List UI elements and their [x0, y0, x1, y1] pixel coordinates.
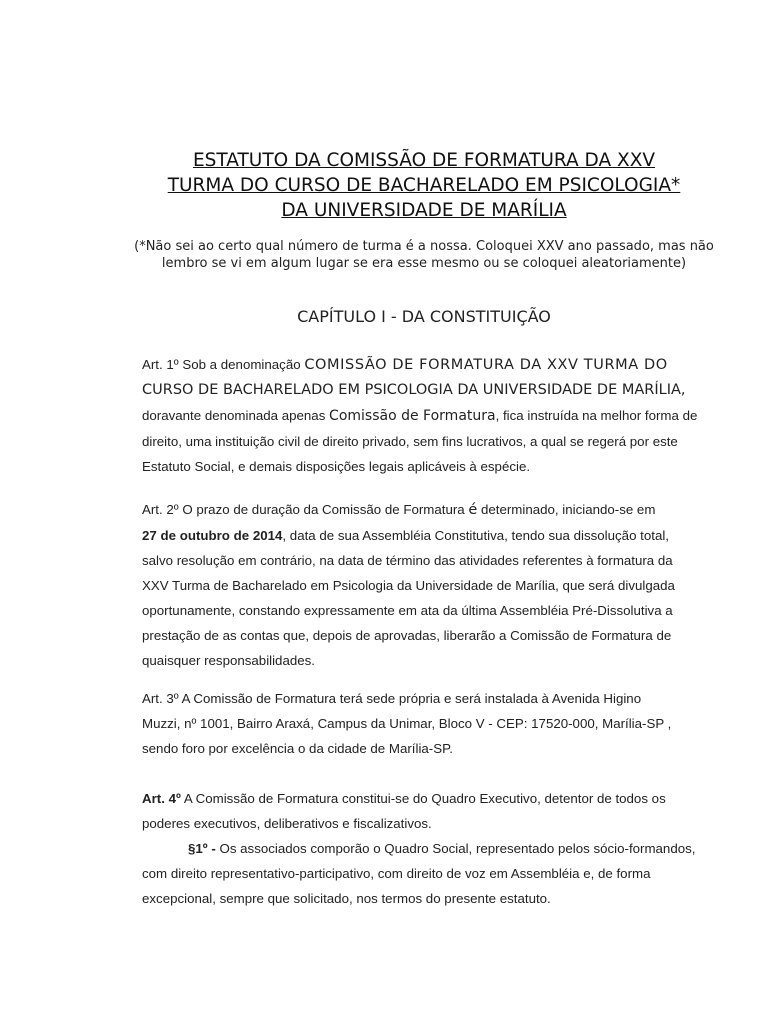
- paragraph-1-label: §1º -: [188, 841, 216, 856]
- article-1: Art. 1º Sob a denominação COMISSÃO DE FORMATURA DA XXV TURMA DO CURSO DE BACHARELADO EM PSICOLOGIA DA UNIVERSIDADE DE MARÍLIA, doravante denominada apenas Comissão de Formatura, fica instruída na melhor forma de direito, uma instituição civil de direito privado, sem fins lucrativos, a qual se regerá por este Estatuto Social, e demais disposições legais aplicáveis à espécie.: [142, 352, 716, 479]
- statute-title: [120, 148, 728, 223]
- start-date: 27 de outubro de 2014: [142, 528, 283, 543]
- chapter-heading: CAPÍTULO I - DA CONSTITUIÇÃO: [297, 307, 551, 326]
- title-footnote: [110, 238, 738, 272]
- article-4-label: Art. 4º: [142, 791, 181, 806]
- article-2: Art. 2º O prazo de duração da Comissão de Formatura é determinado, iniciando-se em 27 de outubro de 2014, data de sua Assembléia Constitutiva, tendo sua dissolução total, salvo resolução em contrário, na data de término das atividades referentes à formatura da XXV Turma de Bacharelado em Psicologia da Universidade de Marília, que será divulgada oportunamente, constando expressamente em ata da última Assembléia Pré-Dissolutiva a prestação de as contas que, depois de aprovadas, liberarão a Comissão de Formatura de quaisquer responsabilidades.: [142, 502, 675, 668]
- commission-name-cont: CURSO DE BACHARELADO EM PSICOLOGIA DA UNIVERSIDADE DE MARÍLIA,: [142, 382, 686, 398]
- article-3: Art. 3º A Comissão de Formatura terá sede própria e será instalada à Avenida Higino Muzzi, nº 1001, Bairro Araxá, Campus da Unimar, Bloco V - CEP: 17520-000, Marília-SP , sendo foro por excelência o da cidade de Marília-SP.: [142, 691, 672, 756]
- footnote-line-1: (*Não sei ao certo qual número de turma é a nossa. Coloquei XXV ano passado, mas não: [134, 239, 714, 254]
- title-line-1: ESTATUTO DA COMISSÃO DE FORMATURA DA XXV: [192, 150, 656, 171]
- footnote-line-2: lembro se vi em algum lugar se era esse mesmo ou se coloquei aleatoriamente): [161, 256, 687, 271]
- article-4: Art. 4º A Comissão de Formatura constitui-se do Quadro Executivo, detentor de todos os poderes executivos, deliberativos e fiscalizativos. §1º - Os associados comporão o Quadro Social, representado pelos sócio-formandos, com direito representativo-participativo, com direito de voz em Assembléia e, de forma excepcional, sempre que solicitado, nos termos do presente estatuto.: [142, 791, 696, 906]
- title-line-2: TURMA DO CURSO DE BACHARELADO EM PSICOLOGIA*: [167, 175, 681, 196]
- commission-name: COMISSÃO DE FORMATURA DA XXV TURMA DO: [304, 357, 668, 373]
- title-line-3: DA UNIVERSIDADE DE MARÍLIA: [281, 200, 567, 221]
